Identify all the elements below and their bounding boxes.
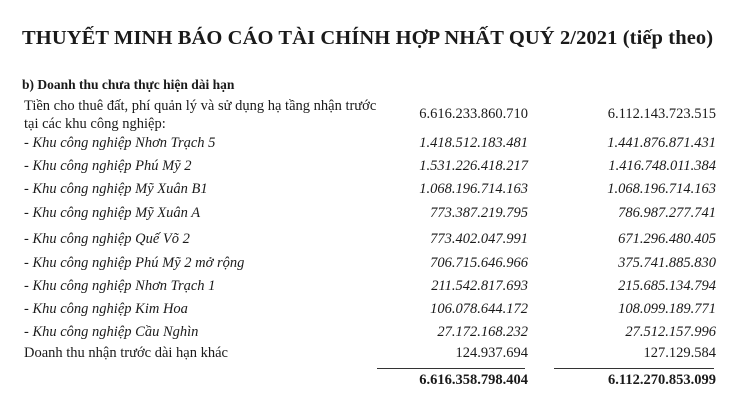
row-label: - Khu công nghiệp Mỹ Xuân A [24,205,201,221]
row-value-2: 671.296.480.405 [618,231,716,247]
row-value-1: 773.387.219.795 [430,205,528,221]
row-label: - Khu công nghiệp Phú Mỹ 2 mở rộng [24,255,245,271]
row-value-2: 108.099.189.771 [618,301,716,317]
row-value-2: 1.441.876.871.431 [607,135,716,151]
table-row [0,278,734,300]
row-value-1: 1.068.196.714.163 [419,181,528,197]
row-label: - Khu công nghiệp Kim Hoa [24,301,188,317]
document-title: THUYẾT MINH BÁO CÁO TÀI CHÍNH HỢP NHẤT QUÝ 2/2021 (tiếp theo) [22,27,714,49]
header-row-value-2: 6.112.143.723.515 [607,106,716,122]
row-value-1: 27.172.168.232 [437,324,528,340]
table-row [0,324,734,346]
row-value-1: 1.418.512.183.481 [419,135,528,151]
table-row [0,158,734,180]
header-row-value-1: 6.616.233.860.710 [419,106,528,122]
other-revenue-label: Doanh thu nhận trước dài hạn khác [24,345,228,361]
row-value-1: 211.542.817.693 [431,278,528,294]
row-value-1: 106.078.644.172 [430,301,528,317]
row-value-1: 1.531.226.418.217 [419,158,528,174]
row-value-2: 375.741.885.830 [618,255,716,271]
other-revenue-value-1: 124.937.694 [455,345,528,361]
total-value-1: 6.616.358.798.404 [419,372,528,388]
row-value-2: 1.068.196.714.163 [607,181,716,197]
header-row [0,97,734,132]
table-row [0,205,734,227]
table-row [0,135,734,157]
header-row-label-line1: Tiền cho thuê đất, phí quản lý và sử dụng hạ tầng nhận trước [24,98,377,114]
row-label: - Khu công nghiệp Mỹ Xuân B1 [24,181,208,197]
header-row-label [24,97,376,133]
total-row [0,372,734,394]
table-row [0,301,734,323]
row-label: - Khu công nghiệp Nhơn Trạch 5 [24,135,216,151]
row-label: - Khu công nghiệp Nhơn Trạch 1 [24,278,216,294]
total-rule-1 [377,368,525,369]
table-row [0,231,734,253]
row-value-1: 773.402.047.991 [430,231,528,247]
table-row [0,181,734,203]
row-value-2: 215.685.134.794 [618,278,716,294]
row-value-1: 706.715.646.966 [430,255,528,271]
total-value-2: 6.112.270.853.099 [608,372,716,388]
row-label: - Khu công nghiệp Cầu Nghìn [24,324,199,340]
row-label: - Khu công nghiệp Quế Võ 2 [24,231,190,247]
row-value-2: 27.512.157.996 [625,324,716,340]
row-value-2: 1.416.748.011.384 [608,158,716,174]
row-value-2: 786.987.277.741 [618,205,716,221]
row-label: - Khu công nghiệp Phú Mỹ 2 [24,158,192,174]
table-row [0,255,734,277]
total-rule-2 [554,368,714,369]
other-revenue-row [0,345,734,367]
header-row-label-line2: tại các khu công nghiệp: [24,116,166,132]
other-revenue-value-2: 127.129.584 [643,345,716,361]
section-heading: b) Doanh thu chưa thực hiện dài hạn [22,77,235,92]
